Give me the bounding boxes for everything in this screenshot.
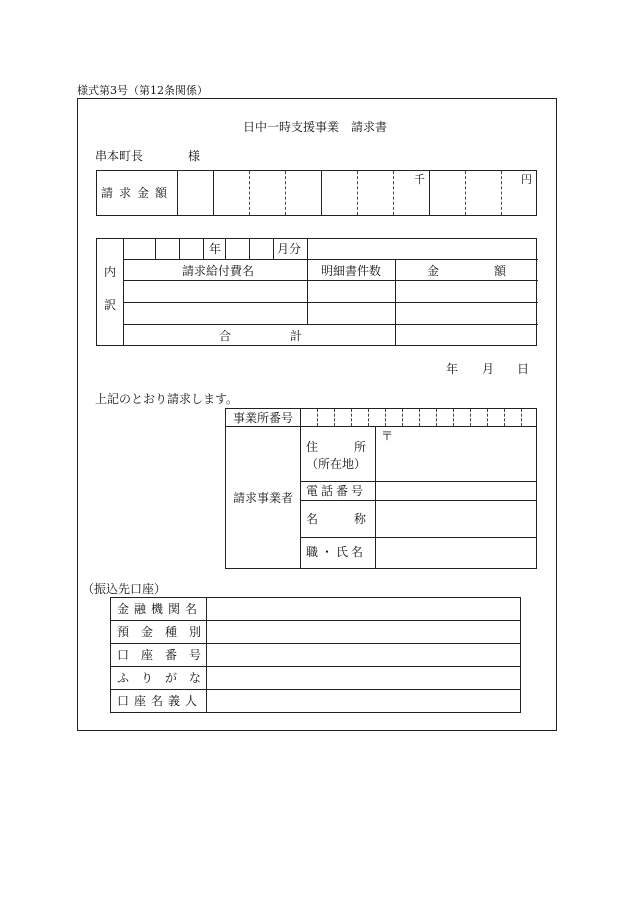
office-digit-sep [402, 409, 403, 426]
amount-digit-sep [321, 171, 322, 215]
bank-table [110, 597, 521, 713]
month-cell-sep [225, 239, 226, 259]
furigana-label: ふりがな [117, 671, 214, 685]
date-year: 年 [446, 362, 459, 376]
account-holder-label: 口座名義人 [117, 694, 203, 708]
addressee: 串本町長 [95, 149, 144, 163]
year-cell-sep [155, 239, 156, 259]
account-number-label: 口座番号 [117, 648, 214, 662]
breakdown-side-label-bottom: 訳 [104, 298, 117, 312]
amount-label: 請求金額 [100, 186, 173, 200]
representative-label: 職・氏名 [306, 545, 367, 559]
office-digit-sep [385, 409, 386, 426]
phone-label: 電話番号 [306, 484, 367, 498]
address-label-sub: （所在地） [306, 457, 367, 471]
unit-yen: 円 [521, 173, 532, 186]
amount-digit-sep [429, 171, 430, 215]
bank-heading: （振込先口座） [82, 582, 167, 596]
date-month: 月 [482, 362, 495, 376]
claim-statement: 上記のとおり請求します。 [95, 392, 239, 406]
bank-row-line [111, 643, 520, 644]
office-number-divider [300, 409, 301, 426]
name-label: 名 称 [306, 512, 367, 526]
amount-digit-sep [357, 171, 358, 215]
breakdown-side-divider [123, 239, 124, 345]
account-type-label: 預金種別 [117, 625, 214, 639]
amount-box [96, 170, 537, 216]
bank-row-line [111, 689, 520, 690]
office-digit-sep [351, 409, 352, 426]
month-cell-sep [273, 239, 274, 259]
year-label: 年 [209, 242, 222, 256]
year-cell-sep [203, 239, 204, 259]
breakdown-side-label-top: 内 [104, 265, 117, 279]
amount-digit-sep [213, 171, 214, 215]
breakdown-row-line [123, 280, 538, 281]
office-number-row [225, 408, 537, 427]
unit-thousand: 千 [414, 173, 425, 186]
year-cell-sep [179, 239, 180, 259]
amount-divider [177, 171, 178, 215]
office-digit-sep [419, 409, 420, 426]
bank-row-line [111, 666, 520, 667]
total-label-2: 計 [290, 329, 303, 343]
office-digit-sep [470, 409, 471, 426]
amount-digit-sep [465, 171, 466, 215]
office-digit-sep [521, 409, 522, 426]
col-amount-header-2: 額 [494, 264, 507, 278]
form-number: 様式第3号（第12条関係） [77, 84, 208, 97]
breakdown-row-line [123, 302, 538, 303]
claimant-group-label: 請求事業者 [232, 490, 293, 505]
month-label: 月分 [277, 242, 302, 256]
total-label-1: 合 [219, 329, 232, 343]
breakdown-row-line [123, 324, 538, 325]
address-label: 住 所 [306, 440, 367, 454]
office-digit-sep [334, 409, 335, 426]
claimant-row-line [300, 537, 536, 538]
bank-name-label: 金融機関名 [117, 602, 203, 616]
breakdown-row-line [123, 259, 538, 260]
honorific: 様 [188, 149, 201, 163]
office-digit-sep [436, 409, 437, 426]
amount-digit-sep [285, 171, 286, 215]
breakdown-box [96, 238, 537, 346]
office-digit-sep [368, 409, 369, 426]
office-digit-sep [504, 409, 505, 426]
claimant-row-line [300, 481, 536, 482]
breakdown-col-sep [307, 259, 308, 324]
office-digit-sep [487, 409, 488, 426]
breakdown-col-sep [395, 259, 396, 345]
claimant-label-divider [300, 427, 301, 568]
amount-digit-sep [249, 171, 250, 215]
col-amount-header-1: 金 [427, 264, 440, 278]
claimant-row-line [300, 500, 536, 501]
month-cell-sep [307, 239, 308, 259]
date-day: 日 [517, 362, 530, 376]
col-name-header: 請求給付費名 [182, 264, 255, 278]
amount-digit-sep [501, 171, 502, 215]
claimant-value-divider [375, 427, 376, 568]
col-count-header: 明細書件数 [321, 264, 382, 278]
month-cell-sep [249, 239, 250, 259]
form-title: 日中一時支援事業 請求書 [242, 120, 387, 134]
office-number-label: 事業所番号 [232, 410, 293, 425]
bank-row-line [111, 620, 520, 621]
claimant-box [225, 426, 537, 569]
office-digit-sep [453, 409, 454, 426]
amount-digit-sep [393, 171, 394, 215]
office-digit-sep [317, 409, 318, 426]
postal-mark: 〒 [381, 429, 394, 443]
